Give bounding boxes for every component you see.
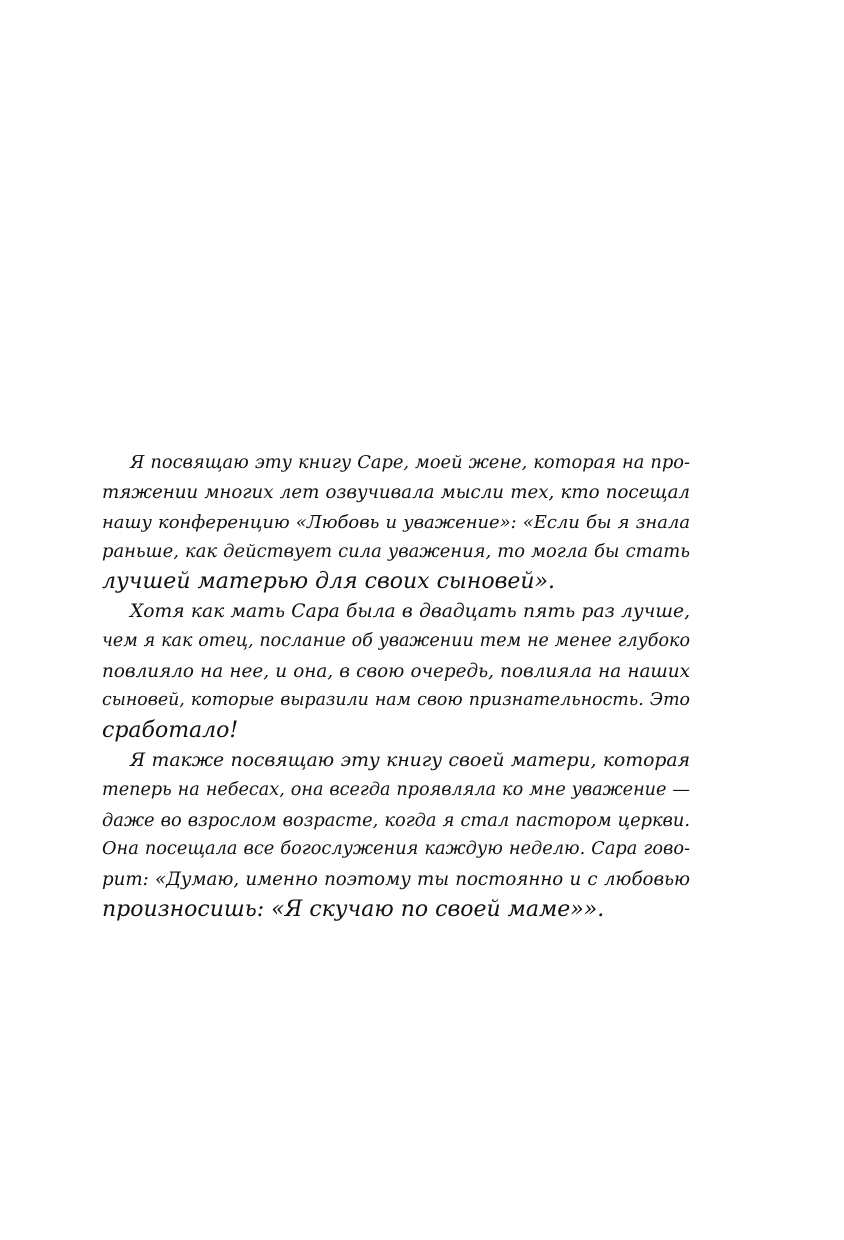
text-line: нашу конференцию «Любовь и уважение»: «Если бы я знала (102, 511, 690, 533)
text-line: теперь на небесах, она всегда проявляла ко мне уважение — (102, 779, 690, 800)
text-line: даже во взрослом возрасте, когда я стал пастором церкви. (102, 809, 690, 831)
text-line: Хотя как мать Сара была в двадцать пять раз лучше, (130, 600, 690, 622)
text-line: Она посещала все богослужения каждую неделю. Сара гово- (102, 839, 690, 860)
text-line: повлияло на нее, и она, в свою очередь, повлияла на наших (102, 660, 690, 682)
dedication-text (102, 448, 690, 925)
text-line: рит: «Думаю, именно поэтому ты постоянно и с любовью (102, 869, 690, 891)
text-line: произносишь: «Я скучаю по своей маме»». (102, 896, 605, 922)
dedication-paragraph-3 (102, 746, 690, 925)
text-line: Я также посвящаю эту книгу своей матери, которая (130, 749, 690, 771)
text-line: тяжении многих лет озвучивала мысли тех, кто посещал (102, 481, 690, 503)
dedication-paragraph-1 (102, 448, 690, 597)
text-line: Я посвящаю эту книгу Саре, моей жене, которая на про- (130, 452, 690, 473)
dedication-paragraph-2 (102, 597, 690, 746)
text-line: раньше, как действует сила уважения, то могла бы стать (102, 541, 690, 563)
text-line: сыновей, которые выразили нам свою признательность. Это (102, 690, 690, 711)
text-line: сработало! (102, 718, 239, 744)
text-line: чем я как отец, послание об уважении тем не менее глубоко (102, 630, 690, 651)
text-line: лучшей матерью для своих сыновей». (102, 569, 556, 595)
